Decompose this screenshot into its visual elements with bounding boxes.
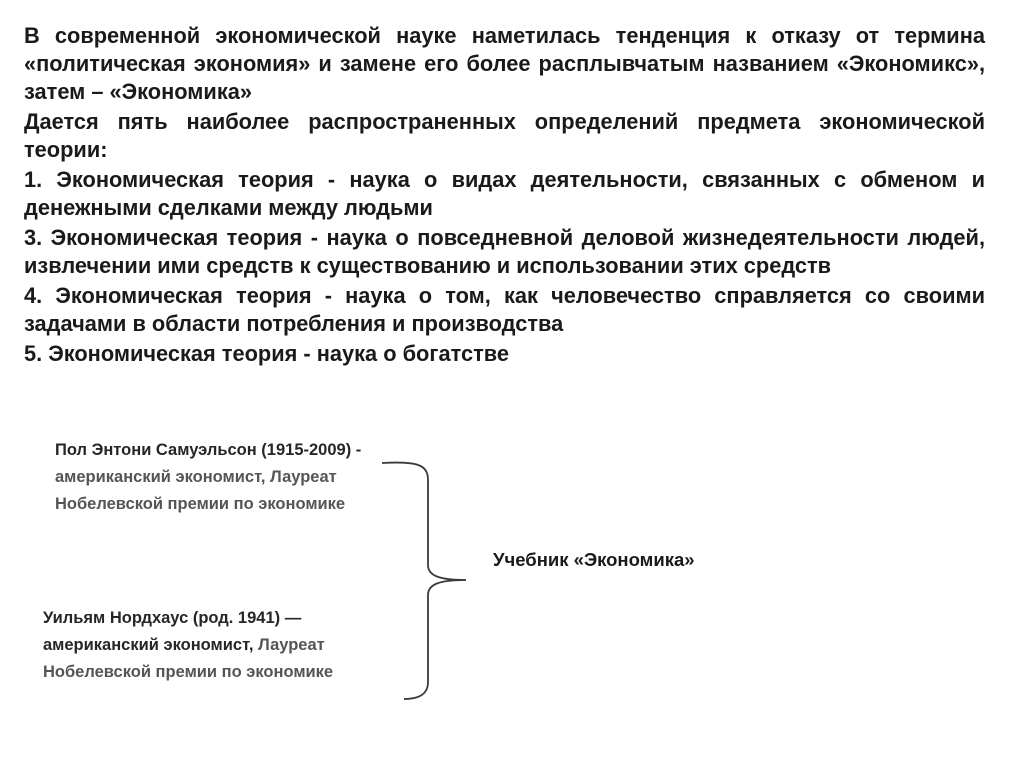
- nordhaus-description: Лауреат Нобелевской премии по экономике: [43, 636, 334, 681]
- paragraph-intro: В современной экономической науке наметилась тенденция к отказу от термина «политическая экономия» и замене его более расплывчатым названием «Экономикс», затем – «Экономика»: [24, 23, 985, 104]
- definition-1: 1. Экономическая теория - наука о видах деятельности, связанных с обменом и денежными сделками между людьми: [24, 167, 985, 220]
- definition-4: 4. Экономическая теория - наука о том, как человечество справляется со своими задачами в области потребления и производства: [24, 283, 985, 336]
- definition-3: 3. Экономическая теория - наука о повседневной деловой жизнедеятельности людей, извлечении ими средств к существованию и использовании этих средств: [24, 225, 985, 278]
- textbook-label: Учебник «Экономика»: [493, 549, 695, 570]
- samuelson-name: Пол Энтони Самуэльсон (1915-2009) -: [55, 441, 362, 459]
- paragraph-definitions-lead: Дается пять наиболее распространенных определений предмета экономической теории:: [24, 109, 985, 162]
- nordhaus-name: Уильям Нордхаус (род. 1941) — американский экономист,: [43, 609, 302, 654]
- definition-5: 5. Экономическая теория - наука о богатстве: [24, 341, 509, 366]
- samuelson-description: американский экономист, Лауреат Нобелевской премии по экономике: [55, 468, 346, 513]
